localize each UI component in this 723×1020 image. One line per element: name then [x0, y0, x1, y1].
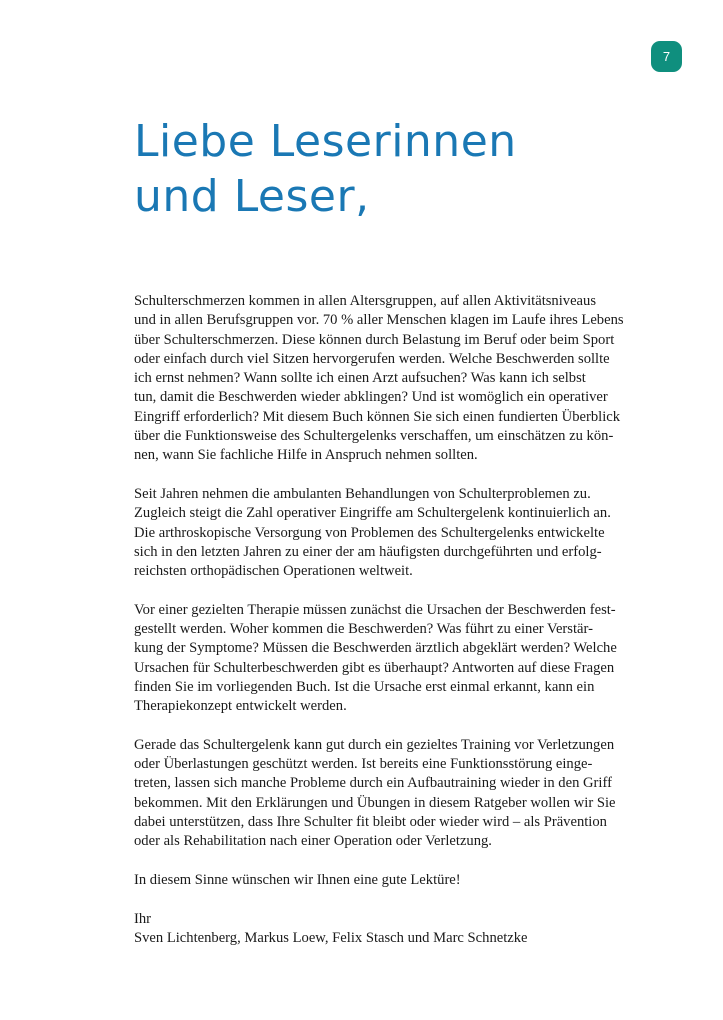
paragraph-causes: [134, 601, 654, 717]
text-line: Therapiekonzept entwickelt werden.: [134, 698, 347, 715]
text-line: Gerade das Schultergelenk kann gut durch ein gezieltes Training vor Verletzungen: [134, 736, 615, 753]
text-line: Vor einer gezielten Therapie müssen zunächst die Ursachen der Beschwerden fest-: [134, 601, 616, 618]
paragraph-training: [134, 736, 654, 852]
text-line: ich ernst nehmen? Wann sollte ich einen Arzt aufsuchen? Was kann ich selbst: [134, 370, 586, 387]
text-line: und in allen Berufsgruppen vor. 70 % aller Menschen klagen im Laufe ihres Lebens: [134, 312, 624, 329]
page-title: [134, 114, 674, 224]
text-line: Seit Jahren nehmen die ambulanten Behandlungen von Schulterproblemen zu.: [134, 485, 591, 502]
text-line: Eingriff erforderlich? Mit diesem Buch können Sie sich einen fundierten Überblick: [134, 408, 621, 425]
text-line: sich in den letzten Jahren zu einer der am häufigsten durchgeführten und erfolg-: [134, 543, 602, 560]
title-line: und Leser,: [134, 171, 370, 222]
text-line: oder einfach durch viel Sitzen hervorgerufen werden. Welche Beschwerden sollte: [134, 350, 610, 367]
text-line: kung der Symptome? Müssen die Beschwerden ärztlich abgeklärt werden? Welche: [134, 640, 617, 657]
page-number-badge: 7: [651, 41, 682, 72]
text-line: dabei unterstützen, dass Ihre Schulter fit bleibt oder wieder wird – als Prävention: [134, 814, 607, 831]
signature: [134, 910, 654, 949]
text-line: reichsten orthopädischen Operationen weltweit.: [134, 563, 413, 580]
text-line: In diesem Sinne wünschen wir Ihnen eine gute Lektüre!: [134, 871, 461, 888]
title-line: Liebe Leserinnen: [134, 116, 517, 167]
text-line: treten, lassen sich manche Probleme durch ein Aufbautraining wieder in den Griff: [134, 775, 612, 792]
paragraph-treatment: [134, 485, 654, 581]
text-line: tun, damit die Beschwerden wieder abklingen? Und ist womöglich ein operativer: [134, 389, 608, 406]
body-text: [134, 292, 654, 967]
text-line: bekommen. Mit den Erklärungen und Übungen in diesem Ratgeber wollen wir Sie: [134, 794, 616, 811]
text-line: oder Überlastungen geschützt werden. Ist bereits eine Funktionsstörung einge-: [134, 756, 593, 773]
text-line: oder als Rehabilitation nach einer Operation oder Verletzung.: [134, 833, 492, 850]
text-line: Zugleich steigt die Zahl operativer Eingriffe am Schultergelenk kontinuierlich an.: [134, 505, 611, 522]
text-line: finden Sie im vorliegenden Buch. Ist die Ursache erst einmal erkannt, kann ein: [134, 678, 595, 695]
text-line: über die Funktionsweise des Schultergelenks verschaffen, um einschätzen zu kön-: [134, 428, 614, 445]
signature-salutation: Ihr: [134, 910, 152, 927]
paragraph-intro: [134, 292, 654, 466]
text-line: gestellt werden. Woher kommen die Beschwerden? Was führt zu einer Verstär-: [134, 621, 593, 638]
text-line: über Schulterschmerzen. Diese können durch Belastung im Beruf oder beim Sport: [134, 331, 615, 348]
text-line: Die arthroskopische Versorgung von Problemen des Schultergelenks entwickelte: [134, 524, 605, 541]
text-line: nen, wann Sie fachliche Hilfe in Anspruch nehmen sollten.: [134, 447, 478, 464]
text-line: Ursachen für Schulterbeschwerden gibt es überhaupt? Antworten auf diese Fragen: [134, 659, 615, 676]
signature-authors: Sven Lichtenberg, Markus Loew, Felix Stasch und Marc Schnetzke: [134, 929, 528, 946]
text-line: Schulterschmerzen kommen in allen Altersgruppen, auf allen Aktivitätsniveaus: [134, 293, 597, 309]
paragraph-closing: [134, 871, 654, 890]
